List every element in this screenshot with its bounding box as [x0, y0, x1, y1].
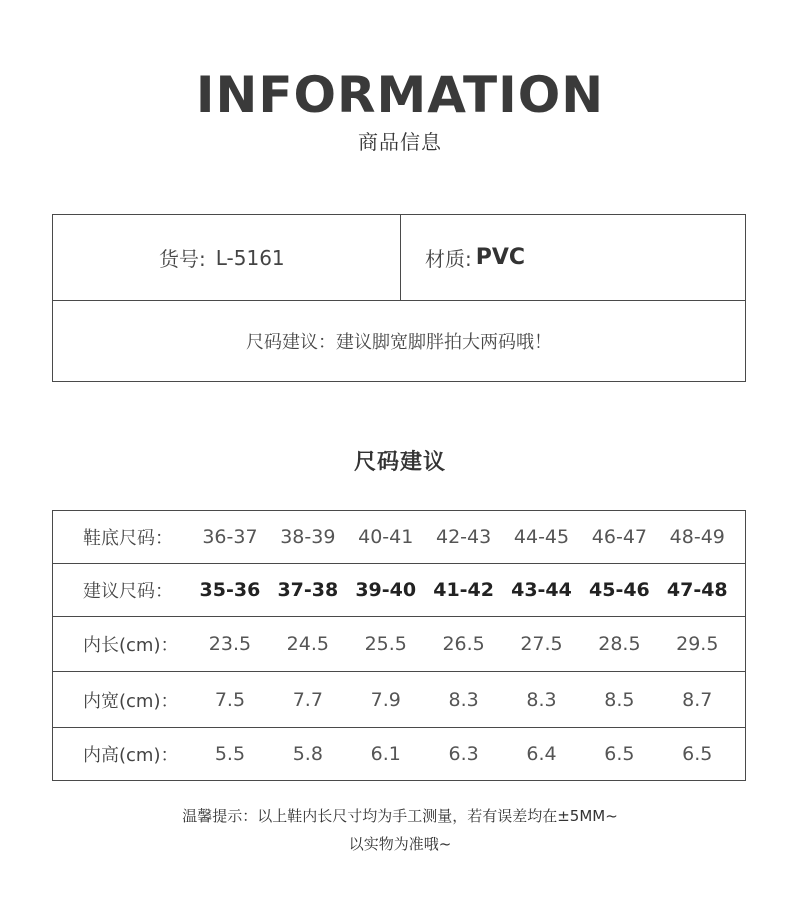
- item-number-label: 货号:: [159, 247, 206, 271]
- table-cell: 37-38: [277, 579, 339, 601]
- table-cell: 25.5: [364, 633, 407, 655]
- material-cell: [401, 215, 746, 301]
- table-cell: 5.5: [214, 743, 246, 765]
- table-cell: 8.3: [448, 688, 479, 711]
- table-cell: 8.3: [526, 688, 557, 711]
- table-cell: 48-49: [669, 526, 725, 548]
- table-cell: 7.5: [214, 688, 246, 711]
- size-advice-text: 尺码建议：建议脚宽脚胖拍大两码哦！: [246, 332, 552, 353]
- table-cell: 24.5: [286, 633, 329, 655]
- table-cell: 26.5: [442, 633, 485, 655]
- table-row-sole-size: [53, 511, 745, 564]
- table-cell: 40-41: [358, 526, 414, 548]
- table-cell: 5.8: [292, 743, 323, 765]
- measurement-note: 温馨提示：以上鞋内长尺寸均为手工测量，若有误差均在±5MM~: [182, 807, 618, 825]
- table-cell: 27.5: [520, 633, 563, 655]
- measurement-note-2: 以实物为准哦~: [348, 835, 452, 853]
- size-section-title: 尺码建议: [353, 450, 446, 475]
- table-row-inner-height: [53, 728, 745, 780]
- table-cell: 42-43: [436, 526, 492, 548]
- row-label: 建议尺码：: [83, 581, 173, 602]
- page-subtitle: 商品信息: [358, 130, 442, 154]
- page-title: INFORMATION: [195, 66, 605, 124]
- table-cell: 7.7: [292, 688, 323, 711]
- table-cell: 28.5: [598, 633, 641, 655]
- table-cell: 46-47: [591, 526, 647, 548]
- table-cell: 6.1: [370, 743, 401, 765]
- product-info-box: [52, 214, 746, 382]
- table-cell: 6.5: [604, 743, 635, 765]
- table-cell: 6.4: [526, 743, 557, 765]
- table-row-suggested-size: [53, 564, 745, 617]
- item-number-value: L-5161: [215, 245, 285, 270]
- table-cell: 8.5: [604, 688, 635, 711]
- row-label: 内高(cm)：: [83, 745, 179, 766]
- size-table: [52, 510, 746, 781]
- table-cell: 43-44: [511, 579, 572, 601]
- table-cell: 39-40: [355, 579, 417, 601]
- material-value: PVC: [475, 245, 526, 270]
- table-cell: 38-39: [280, 526, 336, 548]
- row-label: 内长(cm)：: [83, 635, 179, 656]
- row-label: 内宽(cm)：: [83, 690, 179, 712]
- table-cell: 6.5: [682, 743, 713, 765]
- table-cell: 35-36: [199, 579, 261, 601]
- table-cell: 45-46: [589, 579, 650, 601]
- table-cell: 7.9: [370, 688, 401, 711]
- table-cell: 36-37: [202, 526, 258, 548]
- table-cell: 29.5: [676, 633, 719, 655]
- item-number-cell: [53, 215, 401, 301]
- table-row-inner-width: [53, 672, 745, 728]
- table-cell: 44-45: [513, 526, 570, 548]
- table-cell: 8.7: [682, 688, 713, 711]
- table-row-inner-length: [53, 617, 745, 672]
- table-cell: 6.3: [448, 743, 479, 765]
- table-cell: 47-48: [666, 579, 728, 601]
- material-label: 材质:: [425, 247, 472, 271]
- table-cell: 41-42: [433, 579, 494, 601]
- row-label: 鞋底尺码：: [83, 528, 173, 549]
- table-cell: 23.5: [208, 633, 252, 655]
